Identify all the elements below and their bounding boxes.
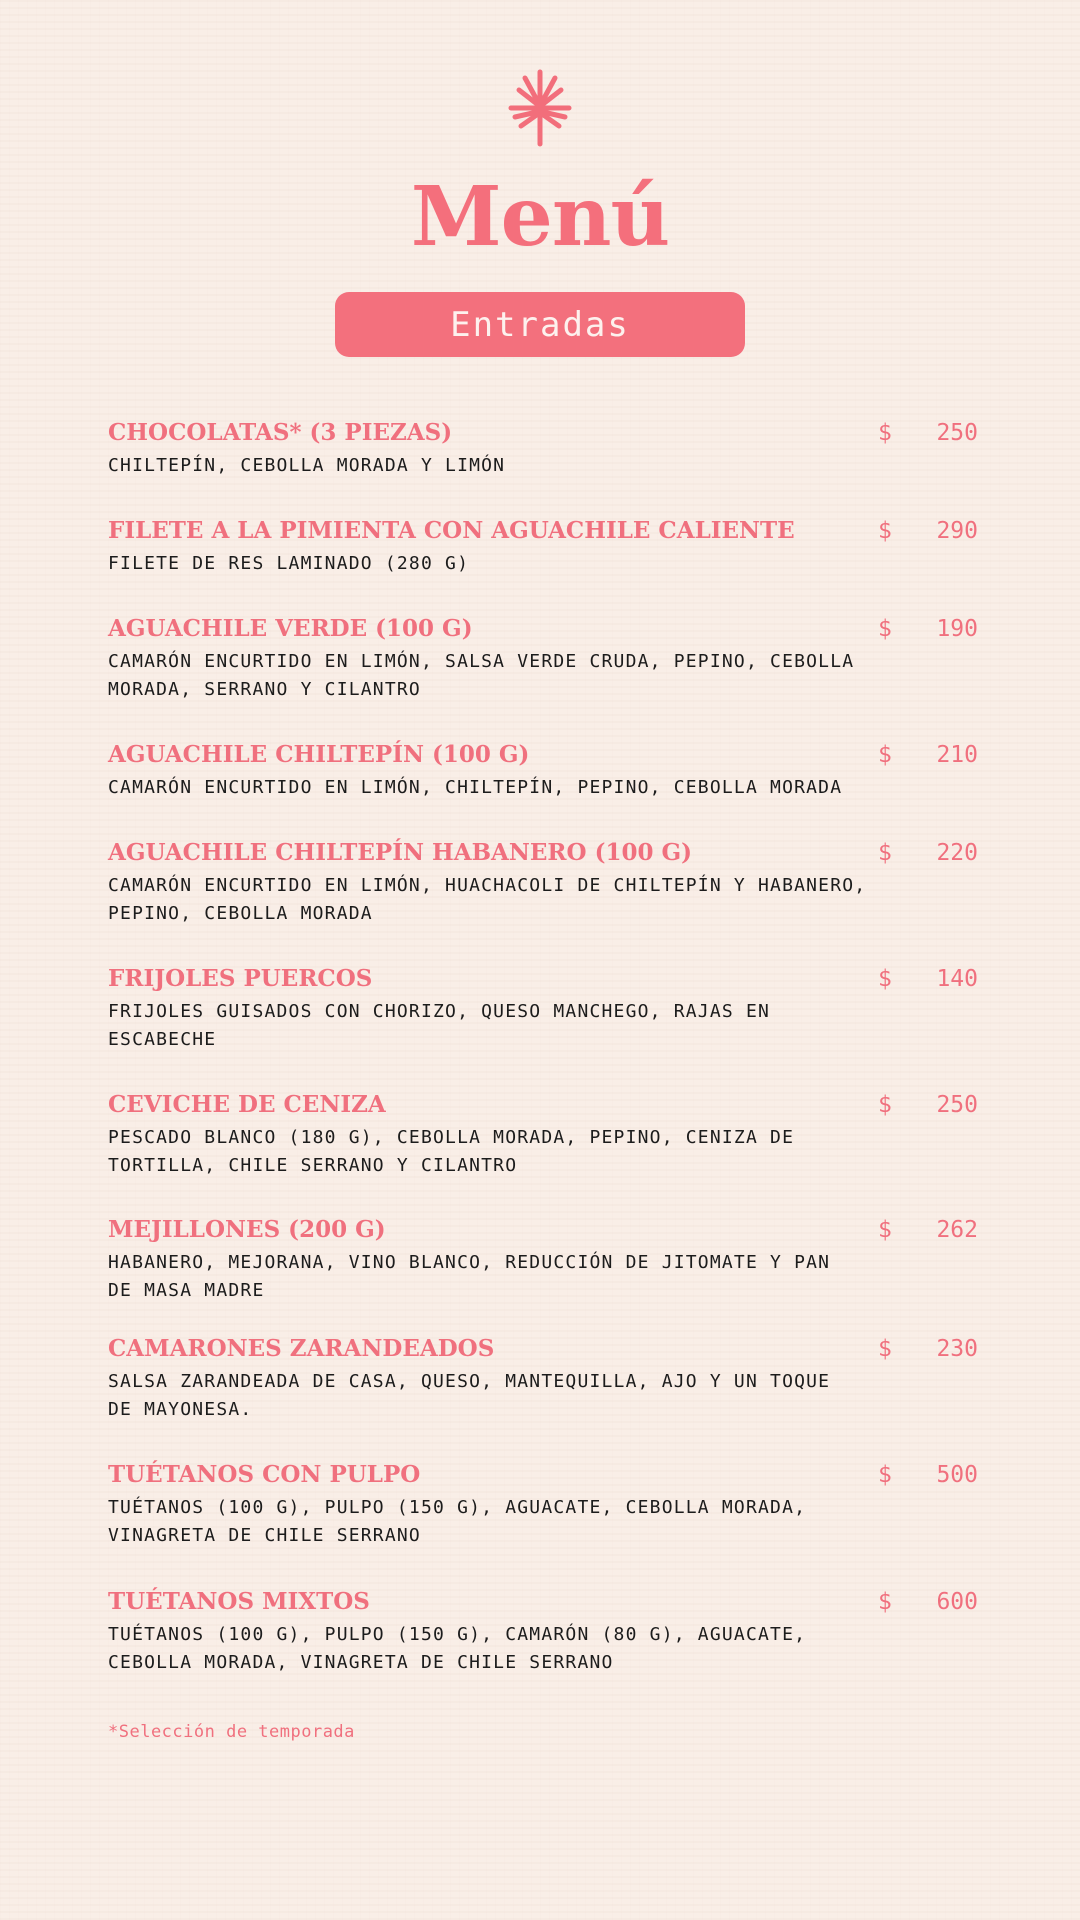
item-description: PESCADO BLANCO (180 G), CEBOLLA MORADA, PEPINO, CENIZA DE TORTILLA, CHILE SERRANO Y CILANTRO (108, 1127, 795, 1176)
menu-item (108, 1090, 978, 1180)
price-value: 140 (936, 966, 978, 992)
currency-symbol: $ (878, 1092, 892, 1118)
item-name: AGUACHILE CHILTEPÍN HABANERO (100 G) (108, 839, 693, 866)
item-price (878, 1587, 978, 1617)
item-name: AGUACHILE CHILTEPÍN (100 G) (108, 741, 530, 768)
price-value: 262 (936, 1217, 978, 1243)
currency-symbol: $ (878, 518, 892, 544)
currency-symbol: $ (878, 1336, 892, 1362)
item-price (878, 614, 978, 644)
item-price (878, 964, 978, 994)
price-value: 600 (936, 1589, 978, 1615)
item-name: CHOCOLATAS* (3 PIEZAS) (108, 419, 453, 446)
price-value: 290 (936, 518, 978, 544)
item-name: MEJILLONES (200 G) (108, 1216, 386, 1243)
price-value: 250 (936, 420, 978, 446)
currency-symbol: $ (878, 1462, 892, 1488)
item-description: CHILTEPÍN, CEBOLLA MORADA Y LIMÓN (108, 455, 506, 476)
item-description: TUÉTANOS (100 G), PULPO (150 G), AGUACATE, CEBOLLA MORADA, VINAGRETA DE CHILE SERRANO (108, 1497, 807, 1546)
menu-item (108, 964, 978, 1054)
menu-item (108, 1215, 978, 1305)
price-value: 500 (936, 1462, 978, 1488)
item-price (878, 838, 978, 868)
sun-star-icon (507, 68, 573, 148)
item-description: TUÉTANOS (100 G), PULPO (150 G), CAMARÓN (80 G), AGUACATE, CEBOLLA MORADA, VINAGRETA DE CHILE SERRANO (108, 1624, 807, 1673)
item-price (878, 418, 978, 448)
item-price (878, 1090, 978, 1120)
item-description: SALSA ZARANDEADA DE CASA, QUESO, MANTEQUILLA, AJO Y UN TOQUE DE MAYONESA. (108, 1371, 831, 1420)
menu-item (108, 1587, 978, 1677)
currency-symbol: $ (878, 420, 892, 446)
currency-symbol: $ (878, 1589, 892, 1615)
item-description: HABANERO, MEJORANA, VINO BLANCO, REDUCCIÓN DE JITOMATE Y PAN DE MASA MADRE (108, 1252, 831, 1301)
item-name: CAMARONES ZARANDEADOS (108, 1335, 495, 1362)
item-price (878, 1334, 978, 1364)
item-description: CAMARÓN ENCURTIDO EN LIMÓN, CHILTEPÍN, PEPINO, CEBOLLA MORADA (108, 777, 843, 798)
item-price (878, 1215, 978, 1245)
price-value: 230 (936, 1336, 978, 1362)
menu-title: Menú (410, 169, 670, 265)
currency-symbol: $ (878, 966, 892, 992)
price-value: 210 (936, 742, 978, 768)
menu-item (108, 740, 978, 802)
seasonal-footnote: *Selección de temporada (108, 1722, 355, 1742)
currency-symbol: $ (878, 616, 892, 642)
item-description: FRIJOLES GUISADOS CON CHORIZO, QUESO MANCHEGO, RAJAS EN ESCABECHE (108, 1001, 771, 1050)
item-name: AGUACHILE VERDE (100 G) (108, 615, 473, 642)
menu-item (108, 1460, 978, 1550)
menu-item (108, 1334, 978, 1424)
currency-symbol: $ (878, 840, 892, 866)
item-price (878, 516, 978, 546)
item-name: FILETE A LA PIMIENTA CON AGUACHILE CALIENTE (108, 517, 795, 544)
menu-item (108, 418, 978, 480)
menu-item (108, 838, 978, 928)
item-description: CAMARÓN ENCURTIDO EN LIMÓN, HUACHACOLI DE CHILTEPÍN Y HABANERO, PEPINO, CEBOLLA MORADA (108, 875, 867, 924)
menu-item (108, 614, 978, 704)
currency-symbol: $ (878, 1217, 892, 1243)
item-name: TUÉTANOS MIXTOS (108, 1588, 370, 1615)
section-label-entradas: Entradas (335, 292, 745, 357)
price-value: 220 (936, 840, 978, 866)
item-description: CAMARÓN ENCURTIDO EN LIMÓN, SALSA VERDE CRUDA, PEPINO, CEBOLLA MORADA, SERRANO Y CILANTRO (108, 651, 855, 700)
item-price (878, 740, 978, 770)
item-name: FRIJOLES PUERCOS (108, 965, 373, 992)
menu-item (108, 516, 978, 578)
price-value: 250 (936, 1092, 978, 1118)
item-description: FILETE DE RES LAMINADO (280 G) (108, 553, 470, 574)
currency-symbol: $ (878, 742, 892, 768)
item-price (878, 1460, 978, 1490)
price-value: 190 (936, 616, 978, 642)
item-name: TUÉTANOS CON PULPO (108, 1461, 421, 1488)
item-name: CEVICHE DE CENIZA (108, 1091, 386, 1118)
